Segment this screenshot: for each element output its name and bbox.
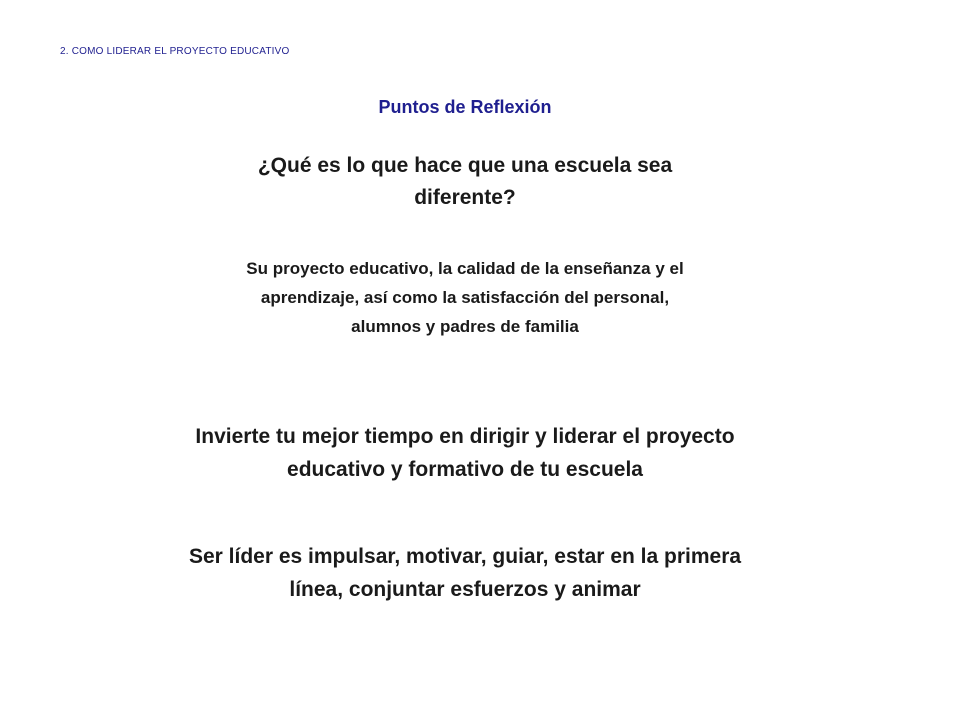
answer-text: Su proyecto educativo, la calidad de la enseñanza y el aprendizaje, así como la satisfacción del personal, alumnos y padres de familia: [246, 259, 684, 336]
reflection-answer: [0, 254, 930, 341]
question-text: ¿Qué es lo que hace que una escuela sea diferente?: [257, 154, 673, 209]
statement-invest-time: [0, 420, 930, 486]
statement-1-text: Invierte tu mejor tiempo en dirigir y liderar el proyecto educativo y formativo de tu escuela: [195, 425, 735, 481]
section-label: 2. COMO LIDERAR EL PROYECTO EDUCATIVO: [60, 46, 290, 57]
slide-subtitle: Puntos de Reflexión: [378, 97, 552, 117]
statement-2-text: Ser líder es impulsar, motivar, guiar, estar en la primera línea, conjuntar esfuerzos y animar: [188, 545, 742, 601]
statement-leadership: [0, 540, 930, 606]
reflection-question: [0, 150, 930, 214]
